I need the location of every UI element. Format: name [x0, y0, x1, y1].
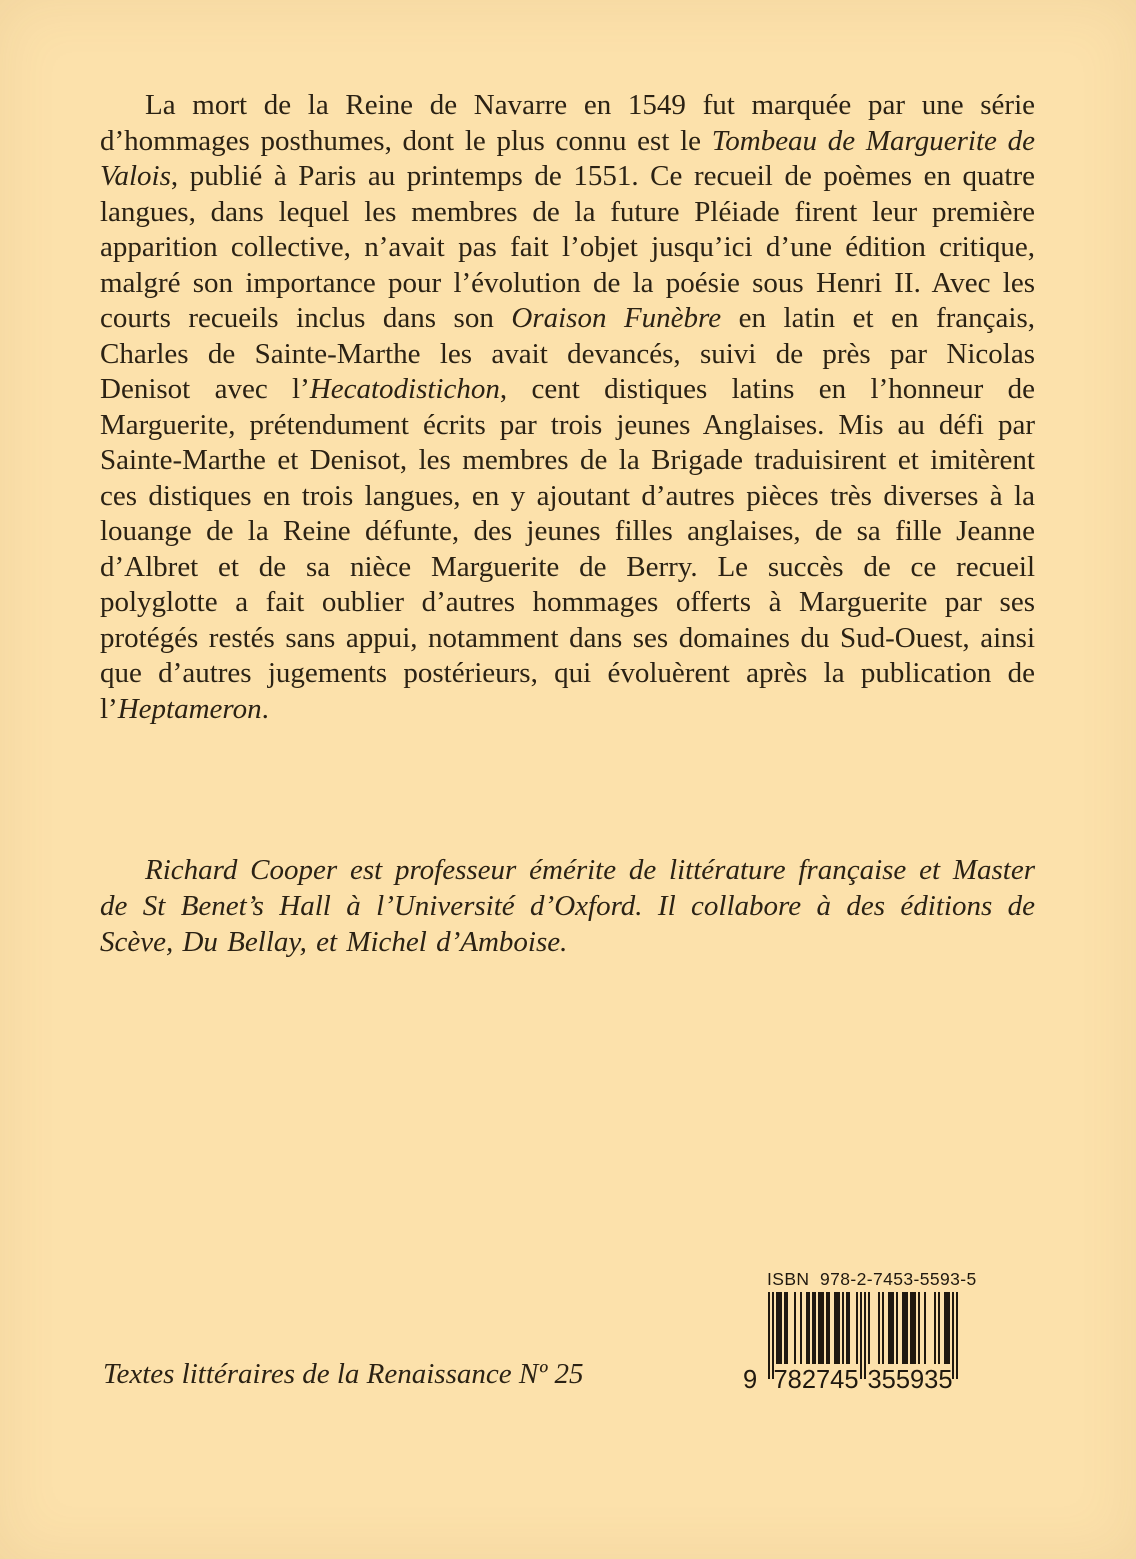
barcode-bar: [904, 1292, 906, 1364]
barcode-bar: [938, 1292, 940, 1364]
barcode-bar: [828, 1292, 830, 1364]
isbn-label: ISBN 978-2-7453-5593-5: [767, 1269, 977, 1289]
barcode-bar: [896, 1292, 898, 1364]
barcode-bar: [842, 1292, 844, 1364]
barcode-bar: [912, 1292, 914, 1364]
barcode-bar: [826, 1292, 828, 1364]
isbn-block: [741, 1269, 1001, 1394]
barcode-bar: [914, 1292, 916, 1364]
barcode-bar: [836, 1292, 838, 1364]
barcode-bar: [910, 1292, 912, 1364]
blurb-title-heptameron: Heptameron: [117, 692, 262, 725]
barcode-bar: [882, 1292, 884, 1364]
barcode-bar: [784, 1292, 786, 1364]
blurb-title-oraison-funebre: Oraison Funèbre: [511, 302, 722, 334]
barcode-bar: [800, 1292, 802, 1364]
blurb-text-4: , cent distiques latins en l’honneur de Marguerite, prétendument écrits par trois jeunes Anglaises. Mis au défi par Sainte-Marthe et Denisot, les membres de la Brigade traduisirent et imitèrent ces distiques en trois langues, en y ajoutant d’autres pièces très diverses à la louange de la Reine défunte, des jeunes filles anglaises, de sa fille Jeanne d’Albret et de sa nièce Marguerite de Berry. Le succès de ce recueil polyglotte a fait oublier d’autres hommages offerts à Marguerite par ses protégés restés sans appui, notamment dans ses domaines du Sud-Ouest, ainsi que d’autres jugements postérieurs, qui évoluèrent après la publication de l’: [100, 373, 1036, 725]
blurb-text-1: La mort de la Reine de Navarre en 1549 fut marquée par une série d’hommages posthumes, dont le plus connu est le: [100, 89, 1035, 157]
blurb-text-5: .: [261, 692, 269, 725]
barcode-bar: [818, 1292, 820, 1364]
author-note: Richard Cooper est professeur émérite de littérature française et Master de St Benet’s Hall à l’Université d’Oxford. Il collabore à des éditions de Scève, Du Bellay, et Michel d’Amboise.: [100, 854, 1035, 958]
barcode-bar: [846, 1292, 848, 1364]
barcode-bar: [856, 1292, 858, 1364]
blurb-text-3: en latin et en français, Charles de Sainte-Marthe les avait devancés, suivi de près par Nicolas Denisot avec l’: [100, 302, 1035, 405]
blurb-text-2: , publié à Paris au printemps de 1551. Ce recueil de poèmes en quatre langues, dans lequel les membres de la future Pléiade firent leur première apparition collective, n’avait pas fait l’objet jusqu’ici d’une édition critique, malgré son importance pour l’évolution de la poésie sous Henri II. Avec les courts recueils inclus dans son: [100, 160, 1035, 334]
barcode-bar: [808, 1292, 810, 1364]
barcode-bar: [848, 1292, 850, 1364]
barcode-bar: [918, 1292, 920, 1364]
barcode-bar: [956, 1292, 958, 1379]
barcode-bar: [814, 1292, 816, 1364]
barcode-bar: [838, 1292, 840, 1364]
series-label: Textes littéraires de la Renaissance Nº 25: [103, 1358, 584, 1390]
barcode-bar: [888, 1292, 890, 1364]
barcode-bar: [822, 1292, 824, 1364]
barcode-bar: [806, 1292, 808, 1364]
barcode-digit-lead: 9: [743, 1366, 758, 1394]
barcode-bar: [864, 1292, 866, 1379]
barcode-bar: [902, 1292, 904, 1364]
barcode-bar: [834, 1292, 836, 1364]
barcode-bar: [786, 1292, 788, 1364]
barcode-bar: [948, 1292, 950, 1364]
barcode-bar: [794, 1292, 796, 1364]
barcode-bar: [776, 1292, 778, 1364]
barcode-bar: [944, 1292, 946, 1364]
barcode-bar: [778, 1292, 780, 1364]
barcode-bar: [868, 1292, 870, 1364]
barcode-bar: [890, 1292, 892, 1364]
barcode-bar: [878, 1292, 880, 1364]
blurb-paragraph: [100, 88, 1035, 727]
barcode-digits-left: 782745: [773, 1366, 859, 1394]
barcode-bar: [820, 1292, 822, 1364]
barcode-bar: [892, 1292, 894, 1364]
barcode-bar: [768, 1292, 770, 1379]
barcode-bar: [780, 1292, 782, 1364]
barcode-bar: [860, 1292, 862, 1379]
barcode-bar: [924, 1292, 926, 1364]
blurb-title-hecatodistichon: Hecatodistichon: [309, 373, 500, 405]
blurb-title-tombeau: Tombeau de Marguerite de Valois: [100, 124, 1035, 192]
barcode-bar: [934, 1292, 936, 1364]
barcode-digits-right: 355935: [867, 1366, 953, 1394]
barcode-bar: [906, 1292, 908, 1364]
barcode-bar: [946, 1292, 948, 1364]
ean-barcode-icon: [741, 1292, 971, 1394]
barcode-bar: [812, 1292, 814, 1364]
